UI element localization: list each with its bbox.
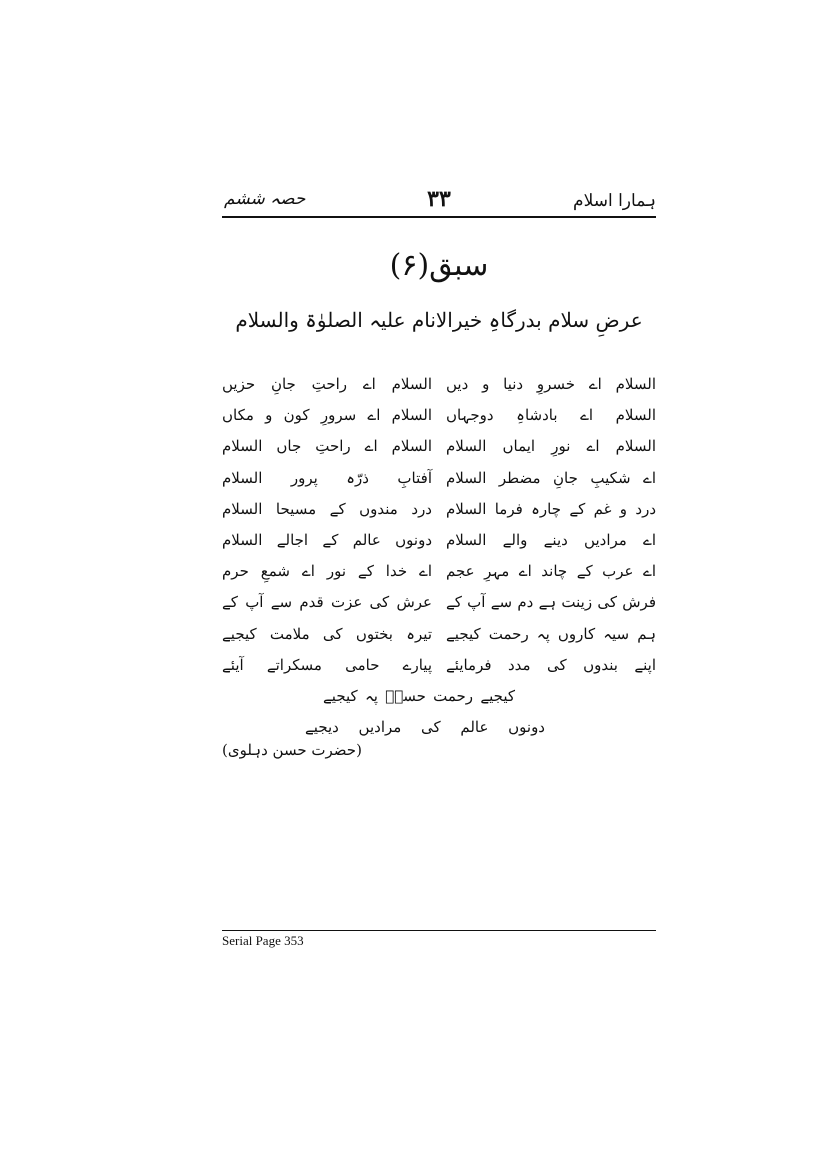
couplet-first-line: فرش کی زینت ہے دم سے آپ کے [446, 593, 656, 612]
couplet-second-line: تیرہ بختوں کی ملامت کیجیے [222, 624, 432, 643]
poet-attribution: (حضرت حسن دہلوی) [222, 741, 362, 759]
couplet-second-line: اے خدا کے نور اے شمعِ حرم [222, 562, 432, 581]
couplet-first-line: السلام اے بادشاہِ دوجہاں [446, 406, 656, 425]
closing-couplet [305, 684, 545, 746]
couplet-first-line: اے مرادیں دینے والے السلام [446, 530, 656, 549]
couplet-second-line: عرش کی عزت قدم سے آپ کے [222, 593, 432, 612]
couplet [222, 559, 656, 590]
couplet-first-line: درد و غم کے چارہ فرما السلام [446, 499, 656, 518]
couplet-first-line: اے شکیبِ جانِ مضطر السلام [446, 468, 656, 487]
couplet [222, 403, 656, 434]
couplet-first-line: السلام اے خسروِ دنیا و دیں [446, 375, 656, 393]
couplet-second-line: پیارے حامی مسکراتے آیئے [222, 655, 432, 674]
couplet [222, 466, 656, 497]
header-rule [222, 216, 656, 218]
page-number: ۳۳ [427, 186, 451, 212]
serial-page-footer: Serial Page 353 [222, 933, 304, 948]
couplet-second-line: السلام اے سرورِ کون و مکاں [222, 406, 432, 425]
couplet [222, 653, 656, 684]
page-header [222, 188, 656, 218]
lesson-subtitle: عرضِ سلام بدرگاہِ خیرالانام علیہ الصلوٰۃ والسلام [235, 308, 643, 332]
closing-second-line: دونوں عالم کی مرادیں دیجیے [305, 718, 545, 736]
poem [222, 372, 656, 684]
couplet-second-line: درد مندوں کے مسیحا السلام [222, 499, 432, 518]
couplet-first-line: ہم سیہ کاروں پہ رحمت کیجیے [446, 624, 656, 643]
couplet-second-line: السلام اے راحتِ جاں السلام [222, 437, 432, 456]
couplet-first-line: السلام اے نورِ ایماں السلام [446, 437, 656, 456]
section-label: حصہ ششم [224, 189, 306, 209]
footer-rule [222, 930, 656, 931]
couplet-second-line: آفتابِ ذرّہ پرور السلام [222, 468, 432, 487]
couplet-second-line: دونوں عالم کے اجالے السلام [222, 530, 432, 549]
couplet-first-line: اے عرب کے چاند اے مہرِ عجم [446, 562, 656, 581]
couplet [222, 372, 656, 403]
book-title: ہمارا اسلام [573, 191, 656, 211]
closing-first-line: کیجیے رحمت حسنؔ پہ کیجیے [323, 687, 515, 705]
couplet [222, 590, 656, 621]
couplet [222, 434, 656, 465]
lesson-title: سبق(۶) [389, 248, 489, 283]
couplet [222, 497, 656, 528]
couplet-first-line: اپنے بندوں کی مدد فرمایئے [446, 655, 656, 674]
couplet [222, 622, 656, 653]
couplet-second-line: السلام اے راحتِ جانِ حزیں [222, 375, 432, 393]
couplet [222, 528, 656, 559]
